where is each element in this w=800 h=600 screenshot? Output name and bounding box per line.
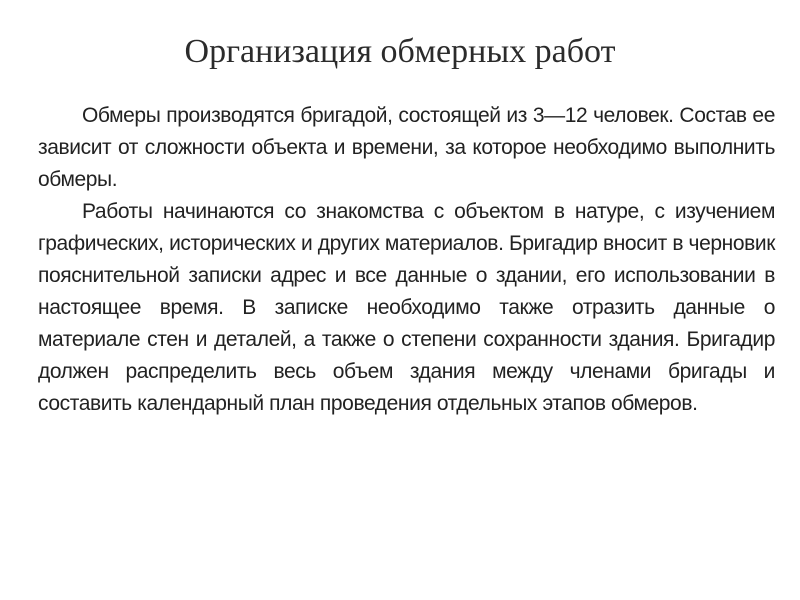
slide-title: Организация обмерных работ [184, 33, 616, 70]
paragraph-team-composition: Обмеры производятся бригадой, состоящей из 3—12 человек. Состав ее зависит от сложности объекта и времени, за которое необходимо выполнить обмеры. [38, 104, 775, 191]
slide-body [38, 100, 775, 420]
paragraph-work-process: Работы начинаются со знакомства с объектом в натуре, с изучением графических, исторических и других материалов. Бригадир вносит в черновик пояснительной записки адрес и все данные о здании, его использовании в настоящее время. В записке необходимо также отразить данные о материале стен и деталей, а также о степени сохранности здания. Бригадир должен распределить весь объем здания между членами бригады и составить календарный план проведения отдельных этапов обмеров. [38, 200, 775, 415]
